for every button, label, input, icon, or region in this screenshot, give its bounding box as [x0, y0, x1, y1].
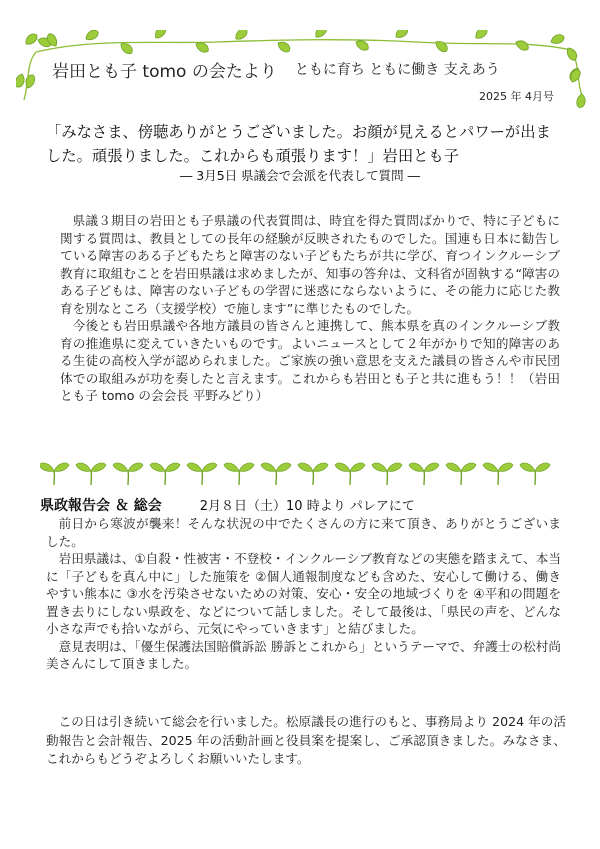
paragraph: 県議３期目の岩田とも子県議の代表質問は、時宜を得た質問ばかりで、特に子どもに関する質問は、教員としての長年の経験が反映されたものでした。国連も日本に勧告している障害のある子どもたちと障害のない子どもたちが共に学び、育つインクルーシブ教育に取組むことを岩田県議は求めましたが、知事の答弁は、文科省が固執する“障害のある子どもは、障害のない子どもの学習に迷惑にならないように、その能力に応じた教育を別なところ（支援学校）で施します”に準じたものでした。 — [60, 213, 560, 316]
newsletter-slogan: ともに育ち ともに働き 支えあう — [294, 62, 500, 78]
section-title: 県政報告会 ＆ 総会 — [40, 498, 162, 514]
paragraph: この日は引き続いて総会を行いました。松原議長の進行のもと、事務局より 2024 年の活動報告と会計報告、2025 年の活動計画と役員案を提案し、ご承認頂きました。みなさま、これからもどうぞよろしくお願いいたします。 — [46, 714, 566, 766]
article-report-meeting — [46, 515, 561, 673]
paragraph: 意見表明は、「優生保護法国賠償訴訟 勝訴とこれから」というテーマで、弁護士の松村尚美さんにして頂きました。 — [46, 638, 561, 671]
article-general-meeting — [46, 713, 566, 769]
sprout-icon — [113, 463, 143, 485]
sprout-icon — [40, 463, 69, 485]
sprout-icon — [446, 463, 476, 485]
headline-quote: 「みなさま、傍聴ありがとうございました。お顔が見えるとパワーが出ました。頑張りました。これからも頑張ります！」岩田とも子 — [46, 123, 551, 165]
header — [16, 30, 586, 110]
headline-subtitle: ― 3月5日 県議会で会派を代表して質問 ― — [179, 168, 421, 183]
title-row — [52, 58, 572, 80]
sprout-icon — [150, 463, 180, 485]
paragraph: 前日から寒波が襲来！そんな状況の中でたくさんの方に来て頂き、ありがとうございました。 — [46, 516, 561, 549]
sprout-icon — [409, 463, 439, 485]
sprout-row-icon — [40, 457, 560, 487]
newsletter-title: 岩田とも子 tomo の会たより — [52, 61, 277, 82]
sprout-icon — [298, 463, 328, 485]
section-date: 2月８日（土）10 時より パレアにて — [199, 499, 415, 514]
sprout-icon — [372, 463, 402, 485]
issue-date: 2025 年 4月号 — [479, 90, 554, 103]
sprout-icon — [76, 463, 106, 485]
article-representative-question — [60, 212, 560, 405]
sprout-icon — [261, 463, 291, 485]
section-heading — [40, 495, 560, 515]
sprout-icon — [335, 463, 365, 485]
sprout-icon — [187, 463, 217, 485]
paragraph: 岩田県議は、①自殺・性被害・不登校・インクルーシブ教育などの実態を踏まえて、本当に「子どもを真ん中に」した施策を ②個人通報制度なども含めた、安心して働ける、働きやすい熊本に ③水を汚染させないための対策、安心・安全の地域づくりを ④平和の問題を置き去りにしない県政を、などについて話しました。そして最後は、「県民の声を、どんな小さな声でも拾いながら、元気にやっていきます」と結びました。 — [46, 551, 561, 636]
sprout-icon — [483, 463, 513, 485]
paragraph: 今後とも岩田県議や各地方議員の皆さんと連携して、熊本県を真のインクルーシブ教育の推進県に変えていきたいものです。よいニュースとして２年がかりで知的障害のある生徒の高校入学が認められました。ご家族の強い意思を支えた議員の皆さんや市民団体での取組みが功を奏したと言えます。これからも岩田とも子と共に進もう！！（岩田とも子 tomo の会会長 平野みどり） — [60, 318, 560, 403]
sprout-icon — [224, 463, 254, 485]
sprout-icon — [520, 463, 550, 485]
